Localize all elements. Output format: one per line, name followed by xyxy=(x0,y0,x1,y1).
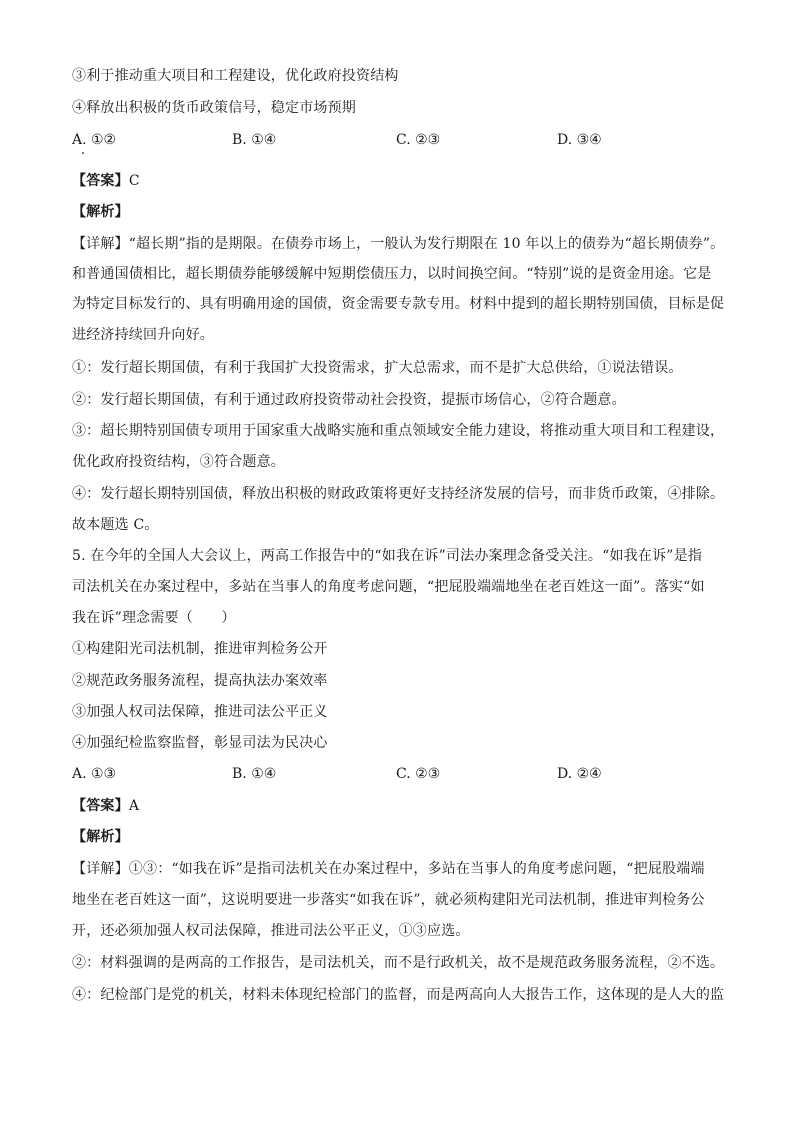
q5-choice-a: A. ①③ xyxy=(72,766,117,782)
q4-detail-line: ④：发行超长期特别国债，释放出积极的财政政策将更好支持经济发展的信号，而非货币政策，④排除。 xyxy=(72,486,725,502)
q4-detail-line: ②：发行超长期国债，有利于通过政府投资带动社会投资，提振市场信心，②符合题意。 xyxy=(72,392,626,408)
q5-answer xyxy=(72,796,724,816)
q4-choice-b: B. ①④ xyxy=(232,132,277,148)
q5-option-3: ③加强人权司法保障，推进司法公平正义 xyxy=(72,704,328,720)
q5-option-1: ①构建阳光司法机制，推进审判检务公开 xyxy=(72,641,328,657)
q5-detail-line: 【详解】①③：“如我在诉”是指司法机关在办案过程中，多站在当事人的角度考虑问题，“把屁股端端 xyxy=(72,861,705,877)
q4-detail-line: 【详解】“超长期”指的是期限。在债券市场上，一般认为发行期限在 10 年以上的债券为“超长期债券”。 xyxy=(72,236,725,252)
q4-detail-line: 和普通国债相比，超长期债券能够缓解中短期偿债压力，以时间换空间。“特别”说的是资金用途。它是 xyxy=(72,266,712,282)
q5-detail-line: ②：材料强调的是两高的工作报告，是司法机关，而不是行政机关，故不是规范政务服务流程，②不选。 xyxy=(72,955,725,971)
q5-choice-d: D. ②④ xyxy=(557,766,602,782)
q5-option-2: ②规范政务服务流程，提高执法办案效率 xyxy=(72,673,328,689)
q5-analysis-label: 【解析】 xyxy=(72,829,129,845)
q5-detail-line: 地坐在老百姓这一面”，这说明要进一步落实“如我在诉”，就必须构建阳光司法机制，推进审判检务公 xyxy=(72,892,705,908)
q4-choice-d: D. ③④ xyxy=(557,132,602,148)
q4-choice-a: A. ①② xyxy=(72,132,117,148)
q4-option-4: ④释放出积极的货币政策信号，稳定市场预期 xyxy=(72,100,356,116)
q4-detail-line: 优化政府投资结构，③符合题意。 xyxy=(72,454,285,470)
answer-value: A xyxy=(128,798,140,814)
q4-analysis-label: 【解析】 xyxy=(72,204,129,220)
q4-detail-line: ③：超长期特别国债专项用于国家重大战略实施和重点领域安全能力建设，将推动重大项目和工程建设， xyxy=(72,423,725,439)
answer-label: 【答案】 xyxy=(72,798,129,814)
q5-detail-line: ④：纪检部门是党的机关，材料未体现纪检部门的监督，而是两高向人大报告工作，这体现的是人大的监 xyxy=(72,987,725,1003)
q4-choice-c: C. ②③ xyxy=(396,132,441,148)
q4-detail-line: ①：发行超长期国债，有利于我国扩大投资需求，扩大总需求，而不是扩大总供给，①说法错误。 xyxy=(72,360,683,376)
q4-detail-line: 故本题选 C。 xyxy=(72,517,159,533)
q5-stem-line: 我在诉”理念需要（ ） xyxy=(72,610,236,626)
q4-option-3: ③利于推动重大项目和工程建设，优化政府投资结构 xyxy=(72,68,399,84)
q5-choice-c: C. ②③ xyxy=(396,766,441,782)
q5-stem-line: 司法机关在办案过程中，多站在当事人的角度考虑问题，“把屁股端端地坐在老百姓这一面”。落实“如 xyxy=(72,579,705,595)
answer-value: C xyxy=(128,173,140,189)
q5-detail-line: 开，还必须加强人权司法保障，推进司法公平正义，①③应选。 xyxy=(72,923,470,939)
q4-detail-line: 为特定目标发行的、具有明确用途的国债，资金需要专款专用。材料中提到的超长期特别国债，目标是促 xyxy=(72,296,725,312)
q5-stem-line: 5. 在今年的全国人大会议上，两高工作报告中的“如我在诉”司法办案理念备受关注。“如我在诉”是指 xyxy=(72,548,703,564)
answer-label: 【答案】 xyxy=(72,173,129,189)
stray-dot-mark xyxy=(82,152,84,154)
q4-detail-line: 进经济持续回升向好。 xyxy=(72,327,214,343)
q5-option-4: ④加强纪检监察监督，彰显司法为民决心 xyxy=(72,735,328,751)
q5-choice-b: B. ①④ xyxy=(232,766,277,782)
q4-answer xyxy=(72,171,724,191)
